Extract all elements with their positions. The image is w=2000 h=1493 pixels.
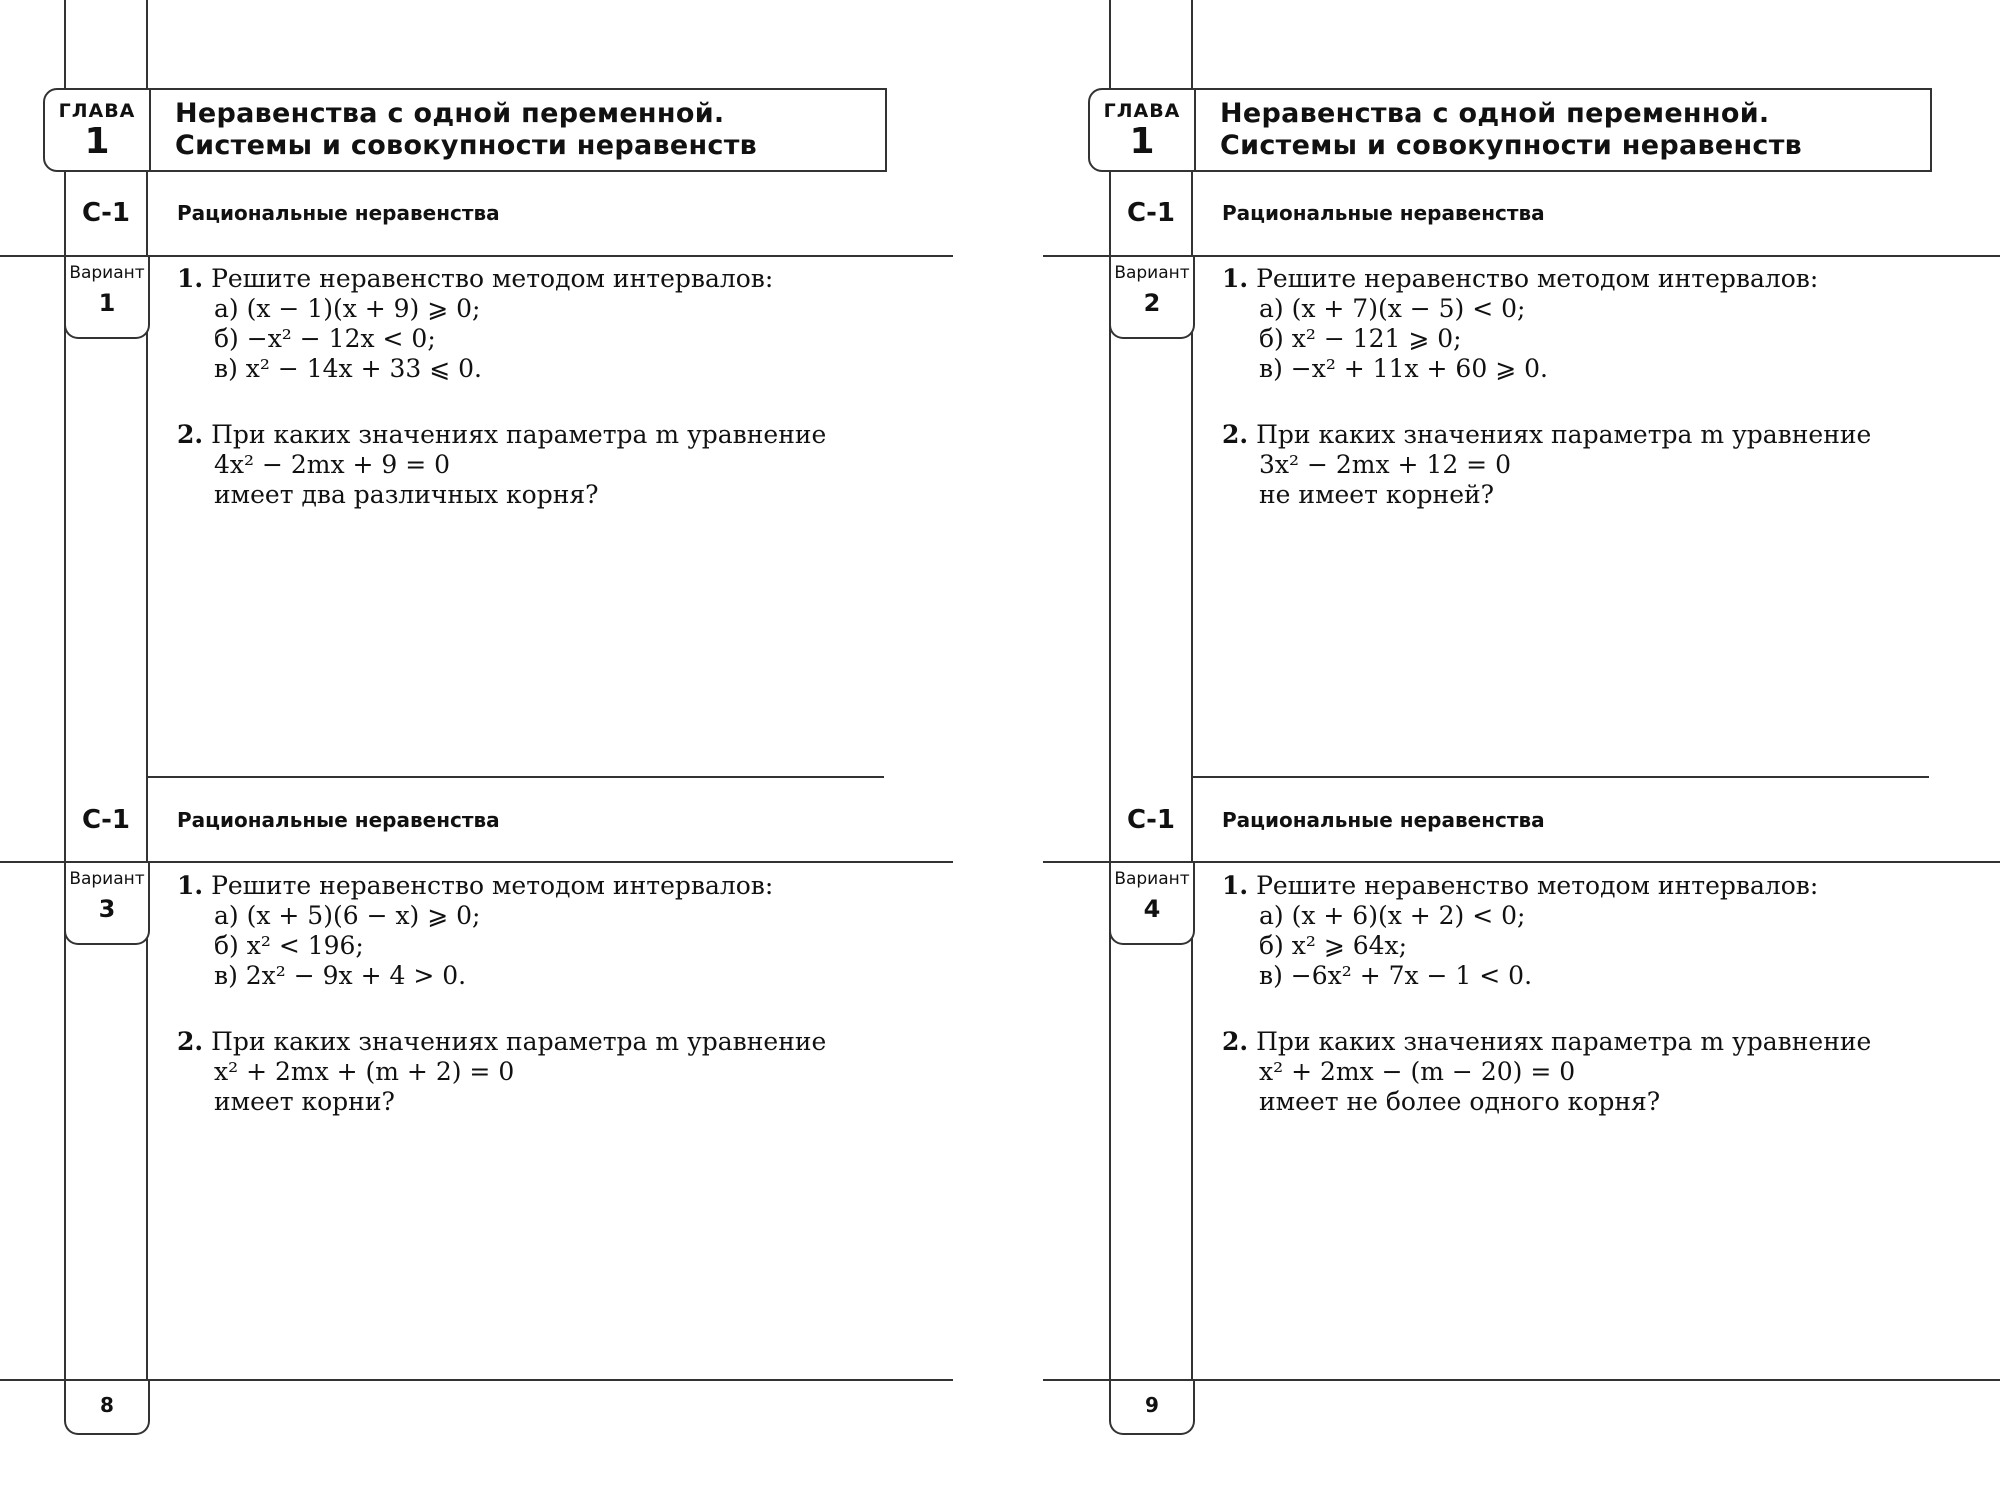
page-right — [1045, 0, 2000, 1493]
task-item: в) x² − 14x + 33 ⩽ 0. — [214, 354, 482, 383]
chapter-header — [1088, 88, 1932, 172]
task-item: а) (x − 1)(x + 9) ⩾ 0; — [214, 294, 481, 323]
task-number: 1. — [177, 871, 204, 900]
task-text: Решите неравенство методом интервалов: — [211, 264, 774, 293]
chapter-title-line1: Неравенства с одной переменной. — [175, 98, 725, 129]
variant-tab — [64, 257, 150, 339]
block-divider — [146, 776, 884, 778]
task-item: б) x² − 121 ⩾ 0; — [1259, 324, 1462, 353]
task-1 — [177, 871, 773, 991]
chapter-title — [1220, 98, 1802, 162]
task-item: в) 2x² − 9x + 4 > 0. — [214, 961, 467, 990]
task-item: а) (x + 5)(6 − x) ⩾ 0; — [214, 901, 481, 930]
task-2 — [1222, 1027, 1871, 1117]
variant-label: Вариант — [69, 869, 145, 889]
variant-number: 1 — [98, 289, 116, 317]
task-item: б) x² ⩾ 64x; — [1259, 931, 1408, 960]
task-number: 2. — [1222, 1027, 1249, 1056]
task-number: 2. — [1222, 420, 1249, 449]
task-text: Решите неравенство методом интервалов: — [1256, 264, 1819, 293]
chapter-number: 1 — [84, 121, 110, 162]
task-question: не имеет корней? — [1259, 480, 1495, 509]
section-code: С-1 — [82, 198, 130, 228]
variant-number: 3 — [98, 895, 116, 923]
variant-number: 4 — [1143, 895, 1161, 923]
variant-tab — [1109, 863, 1195, 945]
task-2 — [177, 420, 826, 510]
variant-label: Вариант — [1114, 263, 1190, 283]
task-text: При каких значениях параметра m уравнение — [1256, 1027, 1872, 1056]
block-divider — [1191, 776, 1929, 778]
chapter-title-line2: Системы и совокупности неравенств — [175, 130, 758, 161]
task-text: При каких значениях параметра m уравнение — [1256, 420, 1872, 449]
chapter-number: 1 — [1129, 121, 1155, 162]
page-number: 8 — [100, 1393, 114, 1417]
section-title: Рациональные неравенства — [177, 201, 500, 225]
variant-tab — [64, 863, 150, 945]
task-item: в) −6x² + 7x − 1 < 0. — [1259, 961, 1533, 990]
task-question: имеет два различных корня? — [214, 480, 599, 509]
section-title: Рациональные неравенства — [1222, 808, 1545, 832]
task-number: 2. — [177, 420, 204, 449]
task-1 — [1222, 871, 1818, 991]
task-text: Решите неравенство методом интервалов: — [1256, 871, 1819, 900]
task-number: 1. — [1222, 871, 1249, 900]
variant-label: Вариант — [1114, 869, 1190, 889]
task-1 — [177, 264, 773, 384]
task-text: Решите неравенство методом интервалов: — [211, 871, 774, 900]
task-text: При каких значениях параметра m уравнение — [211, 1027, 827, 1056]
task-number: 1. — [1222, 264, 1249, 293]
variant-label: Вариант — [69, 263, 145, 283]
section-code: С-1 — [1127, 805, 1175, 835]
task-equation: x² + 2mx − (m − 20) = 0 — [1259, 1057, 1576, 1086]
task-2 — [177, 1027, 826, 1117]
variant-number: 2 — [1143, 289, 1161, 317]
section-code: С-1 — [82, 805, 130, 835]
chapter-header — [43, 88, 887, 172]
chapter-title-line1: Неравенства с одной переменной. — [1220, 98, 1770, 129]
chapter-title — [175, 98, 757, 162]
task-item: б) x² < 196; — [214, 931, 364, 960]
variant-tab — [1109, 257, 1195, 339]
task-equation: x² + 2mx + (m + 2) = 0 — [214, 1057, 515, 1086]
task-2 — [1222, 420, 1871, 510]
task-number: 2. — [177, 1027, 204, 1056]
chapter-title-line2: Системы и совокупности неравенств — [1220, 130, 1803, 161]
task-equation: 3x² − 2mx + 12 = 0 — [1259, 450, 1511, 479]
section-title: Рациональные неравенства — [177, 808, 500, 832]
task-item: а) (x + 6)(x + 2) < 0; — [1259, 901, 1526, 930]
section-code: С-1 — [1127, 198, 1175, 228]
page-number-tab — [1109, 1381, 1195, 1435]
task-equation: 4x² − 2mx + 9 = 0 — [214, 450, 451, 479]
page-number-tab — [64, 1381, 150, 1435]
task-number: 1. — [177, 264, 204, 293]
chapter-label: ГЛАВА — [1103, 100, 1181, 122]
section-title: Рациональные неравенства — [1222, 201, 1545, 225]
page-number: 9 — [1145, 1393, 1159, 1417]
task-1 — [1222, 264, 1818, 384]
chapter-label: ГЛАВА — [58, 100, 136, 122]
task-item: а) (x + 7)(x − 5) < 0; — [1259, 294, 1526, 323]
task-text: При каких значениях параметра m уравнение — [211, 420, 827, 449]
task-question: имеет не более одного корня? — [1259, 1087, 1661, 1116]
task-item: б) −x² − 12x < 0; — [214, 324, 436, 353]
task-item: в) −x² + 11x + 60 ⩾ 0. — [1259, 354, 1548, 383]
task-question: имеет корни? — [214, 1087, 395, 1116]
